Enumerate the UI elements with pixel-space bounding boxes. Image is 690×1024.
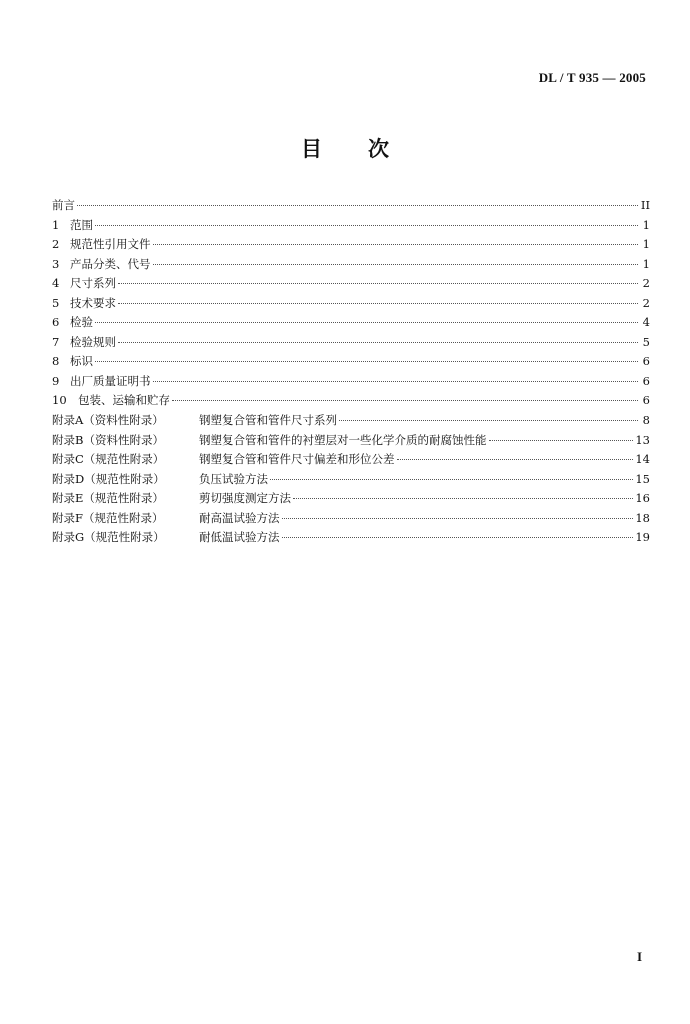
- toc-entry-appendix: 附录C（规范性附录）: [52, 452, 165, 467]
- toc-leader-dots: [95, 322, 638, 323]
- toc-entry-appendix: 附录D（规范性附录）: [52, 471, 165, 486]
- toc-leader-dots: [95, 225, 638, 226]
- toc-entry-page: 1: [642, 217, 650, 232]
- toc-entry-page: 14: [635, 452, 650, 467]
- toc-leader-dots: [77, 205, 638, 206]
- toc-entry-label: 剪切强度测定方法: [199, 491, 291, 506]
- toc-entry[interactable]: [52, 333, 650, 353]
- toc-leader-dots: [118, 303, 638, 304]
- toc-entry-appendix: 附录F（规范性附录）: [52, 510, 164, 525]
- toc-entry-page: 15: [635, 471, 650, 486]
- toc-leader-dots: [172, 400, 638, 401]
- toc-entry-label: 前言: [52, 198, 75, 212]
- toc-entry-label: 包装、运输和贮存: [78, 393, 170, 408]
- toc-leader-dots: [153, 244, 639, 245]
- toc-leader-dots: [153, 381, 639, 382]
- toc-entry-page: 6: [642, 354, 650, 369]
- toc-entry[interactable]: [52, 509, 650, 529]
- toc-leader-dots: [397, 459, 634, 460]
- toc-entry-number: 2: [52, 237, 60, 252]
- toc-entry-label: 标识: [70, 354, 93, 369]
- toc-entry-page: 16: [635, 491, 650, 506]
- toc-leader-dots: [153, 264, 639, 265]
- toc-entry-label: 检验规则: [70, 334, 116, 349]
- toc-entry[interactable]: [52, 450, 650, 470]
- toc-entry-number: 9: [52, 373, 60, 388]
- toc-entry-page: 1: [642, 237, 650, 252]
- toc-entry[interactable]: [52, 372, 650, 392]
- toc-entry-page: 19: [635, 530, 650, 545]
- toc-entry-label: 钢塑复合管和管件尺寸偏差和形位公差: [199, 452, 395, 467]
- toc-entry-appendix: 附录G（规范性附录）: [52, 530, 165, 545]
- toc-leader-dots: [270, 479, 633, 480]
- toc-entry-page: 6: [642, 373, 650, 388]
- toc-entry-number: 4: [52, 276, 60, 291]
- toc-entry[interactable]: [52, 431, 650, 451]
- toc-leader-dots: [95, 361, 638, 362]
- table-of-contents: [52, 196, 650, 548]
- toc-entry-label: 范围: [70, 217, 93, 232]
- toc-entry-page: 5: [642, 334, 650, 349]
- toc-entry[interactable]: [52, 216, 650, 236]
- toc-entry-number: 8: [52, 354, 60, 369]
- toc-entry[interactable]: [52, 528, 650, 548]
- toc-entry-number: 3: [52, 256, 60, 271]
- toc-entry-page: 2: [642, 276, 650, 291]
- toc-entry-number: 7: [52, 334, 60, 349]
- toc-entry-appendix: 附录E（规范性附录）: [52, 491, 164, 506]
- toc-entry[interactable]: [52, 235, 650, 255]
- document-code: DL / T 935 — 2005: [538, 70, 646, 85]
- toc-entry-page: 8: [642, 413, 650, 428]
- toc-leader-dots: [293, 498, 633, 499]
- toc-entry-label: 尺寸系列: [70, 276, 116, 291]
- toc-entry[interactable]: [52, 411, 650, 431]
- toc-entry-label: 检验: [70, 315, 93, 330]
- toc-entry-label: 钢塑复合管和管件的衬塑层对一些化学介质的耐腐蚀性能: [199, 432, 487, 447]
- toc-leader-dots: [282, 537, 634, 538]
- toc-entry[interactable]: [52, 352, 650, 372]
- toc-entry[interactable]: [52, 489, 650, 509]
- toc-entry-number: 10: [52, 393, 67, 408]
- toc-entry[interactable]: [52, 255, 650, 275]
- toc-leader-dots: [489, 440, 634, 441]
- toc-entry-label: 产品分类、代号: [70, 256, 151, 271]
- toc-entry-label: 耐高温试验方法: [199, 510, 280, 525]
- toc-entry-page: 2: [642, 295, 650, 310]
- toc-leader-dots: [339, 420, 638, 421]
- toc-leader-dots: [118, 283, 638, 284]
- toc-title: [0, 133, 690, 163]
- toc-entry-label: 负压试验方法: [199, 471, 268, 486]
- toc-entry-label: 出厂质量证明书: [70, 373, 151, 388]
- toc-entry-page: 13: [635, 432, 650, 447]
- toc-entry-page: 4: [642, 315, 650, 330]
- toc-title-part1: 目: [301, 136, 322, 161]
- toc-entry[interactable]: [52, 294, 650, 314]
- page-number: I: [636, 949, 642, 964]
- toc-entry-appendix: 附录A（资料性附录）: [52, 413, 164, 428]
- toc-entry[interactable]: [52, 274, 650, 294]
- toc-entry-number: 1: [52, 217, 60, 232]
- toc-entry-label: 钢塑复合管和管件尺寸系列: [199, 413, 337, 428]
- toc-entry-label: 耐低温试验方法: [199, 530, 280, 545]
- toc-entry-appendix: 附录B（资料性附录）: [52, 432, 164, 447]
- toc-entry[interactable]: [52, 391, 650, 411]
- toc-entry[interactable]: [52, 196, 650, 216]
- toc-entry-page: 1: [642, 256, 650, 271]
- toc-leader-dots: [282, 518, 634, 519]
- toc-entry[interactable]: [52, 313, 650, 333]
- toc-leader-dots: [118, 342, 638, 343]
- toc-entry-page: II: [640, 198, 650, 212]
- toc-entry-number: 5: [52, 295, 60, 310]
- toc-entry-label: 规范性引用文件: [70, 237, 151, 252]
- toc-entry-label: 技术要求: [70, 295, 116, 310]
- toc-entry-number: 6: [52, 315, 60, 330]
- toc-entry[interactable]: [52, 470, 650, 490]
- toc-entry-page: 6: [642, 393, 650, 408]
- toc-entry-page: 18: [635, 510, 650, 525]
- toc-title-part2: 次: [368, 136, 389, 161]
